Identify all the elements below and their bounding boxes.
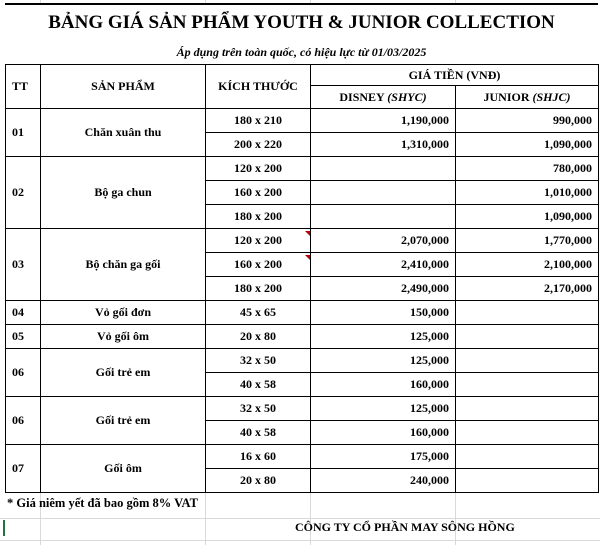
disney-price-cell: 240,000 bbox=[311, 469, 456, 493]
table-row bbox=[6, 397, 599, 421]
junior-price-cell bbox=[456, 469, 599, 493]
size-cell: 120 x 200 bbox=[206, 229, 311, 253]
disney-price-cell bbox=[311, 205, 456, 229]
size-cell: 20 x 80 bbox=[206, 469, 311, 493]
item-number: 06 bbox=[6, 397, 41, 445]
junior-price-cell bbox=[456, 325, 599, 349]
size-cell: 160 x 200 bbox=[206, 181, 311, 205]
size-cell: 32 x 50 bbox=[206, 397, 311, 421]
disney-price-cell: 125,000 bbox=[311, 349, 456, 373]
company-name: CÔNG TY CỔ PHẦN MAY SÔNG HỒNG bbox=[295, 520, 515, 534]
size-cell: 40 x 58 bbox=[206, 421, 311, 445]
size-cell: 120 x 200 bbox=[206, 157, 311, 181]
table-row bbox=[6, 325, 599, 349]
disney-price-cell: 150,000 bbox=[311, 301, 456, 325]
product-name: Gối ôm bbox=[41, 445, 206, 493]
disney-price-cell: 1,190,000 bbox=[311, 109, 456, 133]
size-cell: 180 x 200 bbox=[206, 205, 311, 229]
selected-cell-indicator bbox=[3, 520, 5, 536]
junior-price-cell: 1,010,000 bbox=[456, 181, 599, 205]
header-tt: TT bbox=[6, 65, 41, 109]
header-disney: DISNEY (SHYC) bbox=[311, 86, 456, 109]
disney-price-cell: 160,000 bbox=[311, 421, 456, 445]
product-name: Bộ chăn ga gối bbox=[41, 229, 206, 301]
header-junior: JUNIOR (SHJC) bbox=[456, 86, 599, 109]
item-number: 03 bbox=[6, 229, 41, 301]
item-number: 05 bbox=[6, 325, 41, 349]
table-row bbox=[6, 349, 599, 373]
size-cell: 200 x 220 bbox=[206, 133, 311, 157]
size-cell: 45 x 65 bbox=[206, 301, 311, 325]
size-cell: 16 x 60 bbox=[206, 445, 311, 469]
table-row bbox=[6, 445, 599, 469]
item-number: 07 bbox=[6, 445, 41, 493]
size-cell: 32 x 50 bbox=[206, 349, 311, 373]
disney-price-cell: 125,000 bbox=[311, 325, 456, 349]
sheet-title: BẢNG GIÁ SẢN PHẨM YOUTH & JUNIOR COLLECTION bbox=[5, 3, 598, 41]
table-row bbox=[6, 229, 599, 253]
disney-price-cell: 125,000 bbox=[311, 397, 456, 421]
sheet-subtitle: Áp dụng trên toàn quốc, có hiệu lực từ 01/03/2025 bbox=[5, 41, 598, 64]
junior-price-cell: 1,090,000 bbox=[456, 205, 599, 229]
junior-price-cell bbox=[456, 373, 599, 397]
size-cell: 160 x 200 bbox=[206, 253, 311, 277]
size-cell: 40 x 58 bbox=[206, 373, 311, 397]
disney-price-cell bbox=[311, 157, 456, 181]
disney-price-cell: 2,490,000 bbox=[311, 277, 456, 301]
junior-price-cell bbox=[456, 421, 599, 445]
junior-price-cell bbox=[456, 445, 599, 469]
size-cell: 20 x 80 bbox=[206, 325, 311, 349]
table-row bbox=[6, 301, 599, 325]
product-name: Gối trẻ em bbox=[41, 397, 206, 445]
price-table bbox=[5, 64, 599, 493]
junior-price-cell: 1,090,000 bbox=[456, 133, 599, 157]
size-cell: 180 x 200 bbox=[206, 277, 311, 301]
junior-price-cell bbox=[456, 397, 599, 421]
vat-note: * Giá niêm yết đã bao gồm 8% VAT bbox=[7, 496, 198, 510]
header-price: GIÁ TIỀN (VNĐ) bbox=[311, 65, 599, 86]
disney-price-cell: 175,000 bbox=[311, 445, 456, 469]
size-cell: 180 x 210 bbox=[206, 109, 311, 133]
item-number: 01 bbox=[6, 109, 41, 157]
junior-price-cell bbox=[456, 301, 599, 325]
table-row bbox=[6, 157, 599, 181]
product-name: Vỏ gối ôm bbox=[41, 325, 206, 349]
junior-price-cell: 2,170,000 bbox=[456, 277, 599, 301]
product-name: Gối trẻ em bbox=[41, 349, 206, 397]
item-number: 04 bbox=[6, 301, 41, 325]
disney-price-cell: 160,000 bbox=[311, 373, 456, 397]
header-product: SẢN PHẨM bbox=[41, 65, 206, 109]
disney-price-cell: 2,070,000 bbox=[311, 229, 456, 253]
disney-price-cell bbox=[311, 181, 456, 205]
product-name: Vỏ gối đơn bbox=[41, 301, 206, 325]
product-name: Chăn xuân thu bbox=[41, 109, 206, 157]
comment-indicator-icon bbox=[305, 255, 310, 260]
table-row bbox=[6, 109, 599, 133]
header-size: KÍCH THƯỚC bbox=[206, 65, 311, 109]
item-number: 02 bbox=[6, 157, 41, 229]
junior-price-cell: 2,100,000 bbox=[456, 253, 599, 277]
junior-price-cell bbox=[456, 349, 599, 373]
item-number: 06 bbox=[6, 349, 41, 397]
comment-indicator-icon bbox=[305, 231, 310, 236]
disney-price-cell: 1,310,000 bbox=[311, 133, 456, 157]
junior-price-cell: 780,000 bbox=[456, 157, 599, 181]
disney-price-cell: 2,410,000 bbox=[311, 253, 456, 277]
junior-price-cell: 1,770,000 bbox=[456, 229, 599, 253]
junior-price-cell: 990,000 bbox=[456, 109, 599, 133]
product-name: Bộ ga chun bbox=[41, 157, 206, 229]
